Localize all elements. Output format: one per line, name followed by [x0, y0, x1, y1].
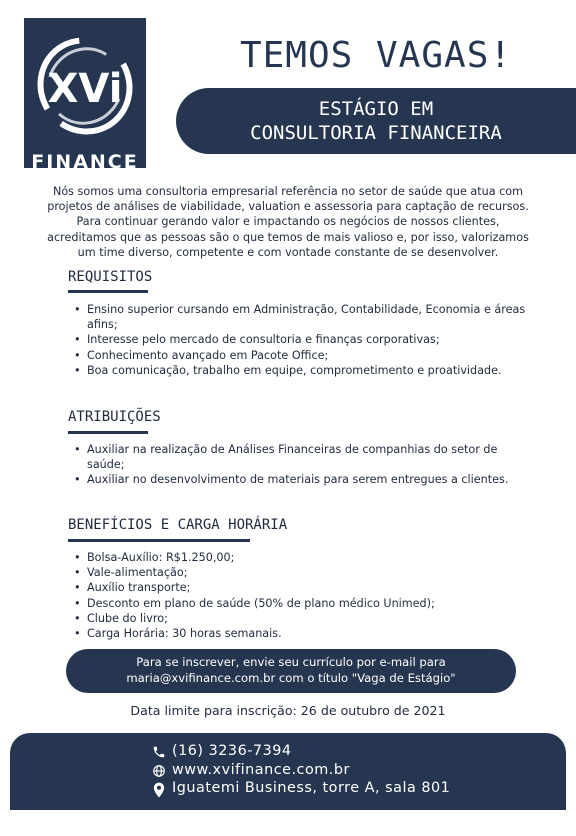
- phone-number: (16) 3236-7394: [172, 743, 292, 759]
- apply-line-1: Para se inscrever, envie seu currículo por e-mail para: [136, 655, 446, 669]
- section-title-atribuicoes: ATRIBUIÇÕES: [68, 409, 161, 425]
- intro-line: acreditamos que as pessoas são o que temos de mais valioso e, por isso, valorizamos: [47, 230, 529, 244]
- application-deadline: Data limite para inscrição: 26 de outubro de 2021: [130, 703, 446, 718]
- section-rule: [68, 431, 148, 434]
- intro-line: projetos de análises de viabilidade, valuation e assessoria para captação de recursos.: [47, 200, 529, 214]
- list-item: • Bolsa-Auxílio: R$1.250,00;: [87, 550, 532, 565]
- list-item: • Desconto em plano de saúde (50% de plano médico Unimed);: [87, 596, 532, 611]
- contact-footer: [10, 733, 566, 810]
- list-item: • Clube do livro;: [87, 611, 532, 626]
- logo-monogram: XVi: [47, 66, 123, 112]
- list-item: • Ensino superior cursando em Administração, Contabilidade, Economia e áreas afins;: [87, 302, 532, 332]
- logo: [24, 18, 146, 173]
- address-text: Iguatemi Business, torre A, sala 801: [172, 780, 451, 796]
- intro-line: Para continuar gerando valor e impactando os negócios de nossos clientes,: [76, 215, 500, 229]
- intro-paragraph: [20, 184, 556, 260]
- list-item: • Boa comunicação, trabalho em equipe, comprometimento e proatividade.: [87, 363, 532, 378]
- list-item: • Vale-alimentação;: [87, 565, 532, 580]
- location-pin-icon: [152, 782, 166, 798]
- position-banner: [176, 88, 576, 154]
- section-rule: [68, 539, 250, 542]
- position-line-1: ESTÁGIO EM: [318, 98, 434, 120]
- logo-swoosh-icon: [24, 18, 146, 150]
- phone-icon: [152, 745, 166, 759]
- logo-word: FINANCE: [31, 151, 139, 173]
- intro-line: um time diverso, competente e com vontade constante de se desenvolver.: [77, 245, 499, 259]
- apply-instructions: [66, 649, 516, 693]
- list-item: • Carga Horária: 30 horas semanais.: [87, 626, 532, 641]
- list-item: • Conhecimento avançado em Pacote Office;: [87, 348, 532, 363]
- apply-line-2: maria@xvifinance.com.br com o título "Vaga de Estágio": [126, 671, 456, 685]
- section-rule: [68, 290, 148, 293]
- globe-icon: [152, 764, 166, 778]
- list-item: • Auxílio transporte;: [87, 580, 532, 595]
- headline: TEMOS VAGAS!: [239, 35, 513, 76]
- requisitos-list: [74, 302, 532, 378]
- position-line-2: CONSULTORIA FINANCEIRA: [250, 122, 502, 144]
- intro-line: Nós somos uma consultoria empresarial referência no setor de saúde que atua com: [52, 185, 524, 198]
- website-link[interactable]: www.xvifinance.com.br: [172, 762, 350, 778]
- list-item: • Auxiliar no desenvolvimento de materiais para serem entregues a clientes.: [87, 472, 532, 487]
- beneficios-list: [74, 550, 532, 641]
- list-item: • Interesse pelo mercado de consultoria e finanças corporativas;: [87, 332, 532, 347]
- list-item: • Auxiliar na realização de Análises Financeiras de companhias do setor de saúde;: [87, 442, 532, 472]
- atribuicoes-list: [74, 442, 532, 488]
- section-title-beneficios: BENEFÍCIOS E CARGA HORÁRIA: [68, 517, 288, 533]
- section-title-requisitos: REQUISITOS: [68, 269, 153, 285]
